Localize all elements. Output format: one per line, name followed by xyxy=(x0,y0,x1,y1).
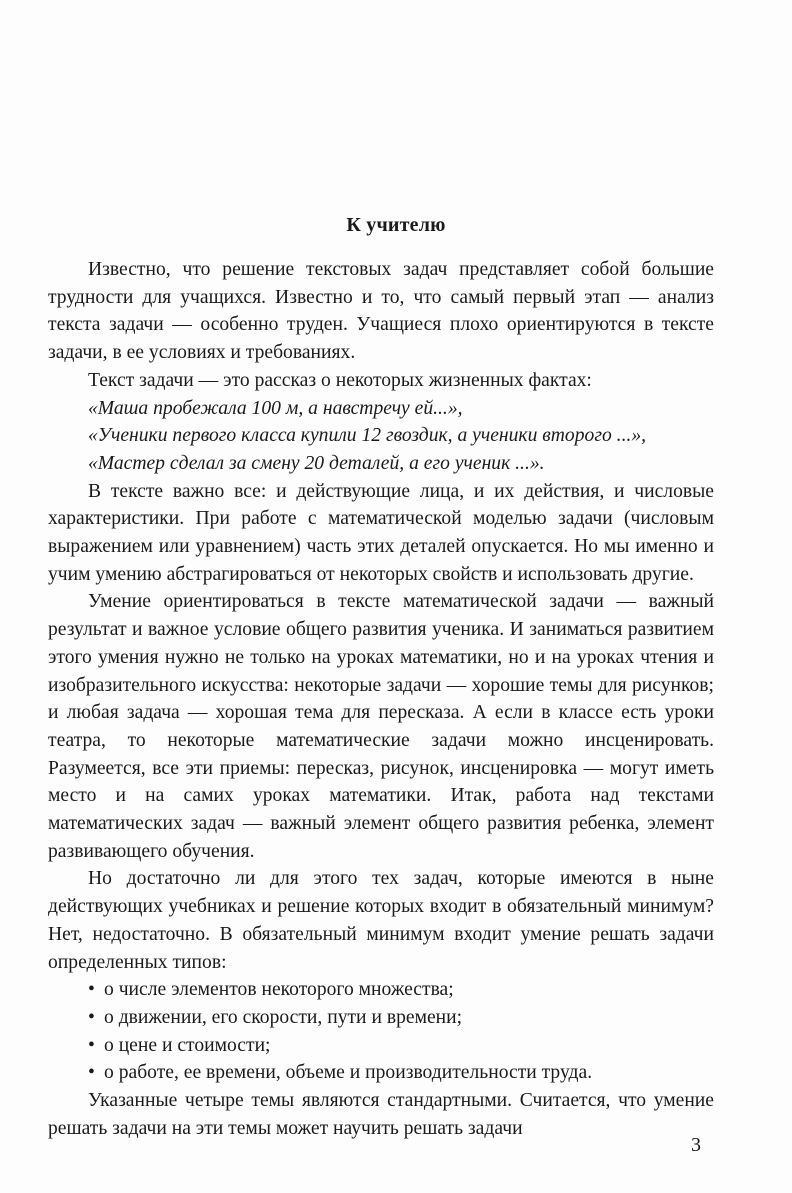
list-item-text: о движении, его скорости, пути и времени; xyxy=(104,1006,463,1028)
paragraph-task-text: Текст задачи — это рассказ о некоторых жизненных фактах: xyxy=(88,369,592,391)
list-item xyxy=(48,976,714,1004)
quote-example: «Ученики первого класса купили 12 гвоздик, а ученики второго ...», xyxy=(88,425,647,447)
page-title: К учителю xyxy=(346,214,446,236)
body-text xyxy=(48,256,714,1143)
quote-example: «Маша пробежала 100 м, а навстречу ей...», xyxy=(88,397,463,419)
list-item xyxy=(48,1004,714,1032)
list-item-text: о работе, ее времени, объеме и производительности труда. xyxy=(104,1062,593,1084)
paragraph-orientation: Умение ориентироваться в тексте математической задачи — важный результат и важное условие общего развития ученика. И заниматься развитием этого умения нужно не только на уроках математики, но и на уроках чтения и изобразительного искусства: некоторые задачи — хорошие темы для рисунков; и любая задача — хорошая тема для пересказа. А если в классе есть уроки театра, то некоторые математические задачи можно инсценировать. Разумеется, все эти приемы: пересказ, рисунок, инсценировка — могут иметь место и на самих уроках математики. Итак, работа над текстами математических задач — важный элемент общего развития ребенка, элемент развивающего обучения. xyxy=(48,591,714,862)
paragraph-sufficiency: Но достаточно ли для этого тех задач, которые имеются в ныне действующих учебниках и решение которых входит в обязательный минимум? Нет, недостаточно. В обязательный минимум входит умение решать задачи определенных типов: xyxy=(48,868,714,973)
list-item xyxy=(48,1032,714,1060)
bullet-icon: • xyxy=(88,1062,95,1084)
paragraph-closing: Указанные четыре темы являются стандартными. Считается, что умение решать задачи на эти темы может научить решать задачи xyxy=(48,1090,714,1139)
paragraph-details: В тексте важно все: и действующие лица, и их действия, и числовые характеристики. При работе с математической моделью задачи (числовым выражением или уравнением) часть этих деталей опускается. Но мы именно и учим умению абстрагироваться от некоторых свойств и использовать другие. xyxy=(48,480,714,585)
list-item-text: о цене и стоимости; xyxy=(104,1034,271,1056)
topics-list xyxy=(48,976,714,1087)
bullet-icon: • xyxy=(88,979,95,1001)
list-item-text: о числе элементов некоторого множества; xyxy=(104,979,454,1001)
page-number: 3 xyxy=(691,1134,701,1156)
bullet-icon: • xyxy=(88,1006,95,1028)
paragraph-intro: Известно, что решение текстовых задач представляет собой большие трудности для учащихся. Известно и то, что самый первый этап — анализ текста задачи — особенно труден. Учащиеся плохо ориентируются в тексте задачи, в ее условиях и требованиях. xyxy=(48,259,714,364)
list-item xyxy=(48,1059,714,1087)
quote-example: «Мастер сделал за смену 20 деталей, а его ученик ...». xyxy=(88,452,545,474)
bullet-icon: • xyxy=(88,1034,95,1056)
